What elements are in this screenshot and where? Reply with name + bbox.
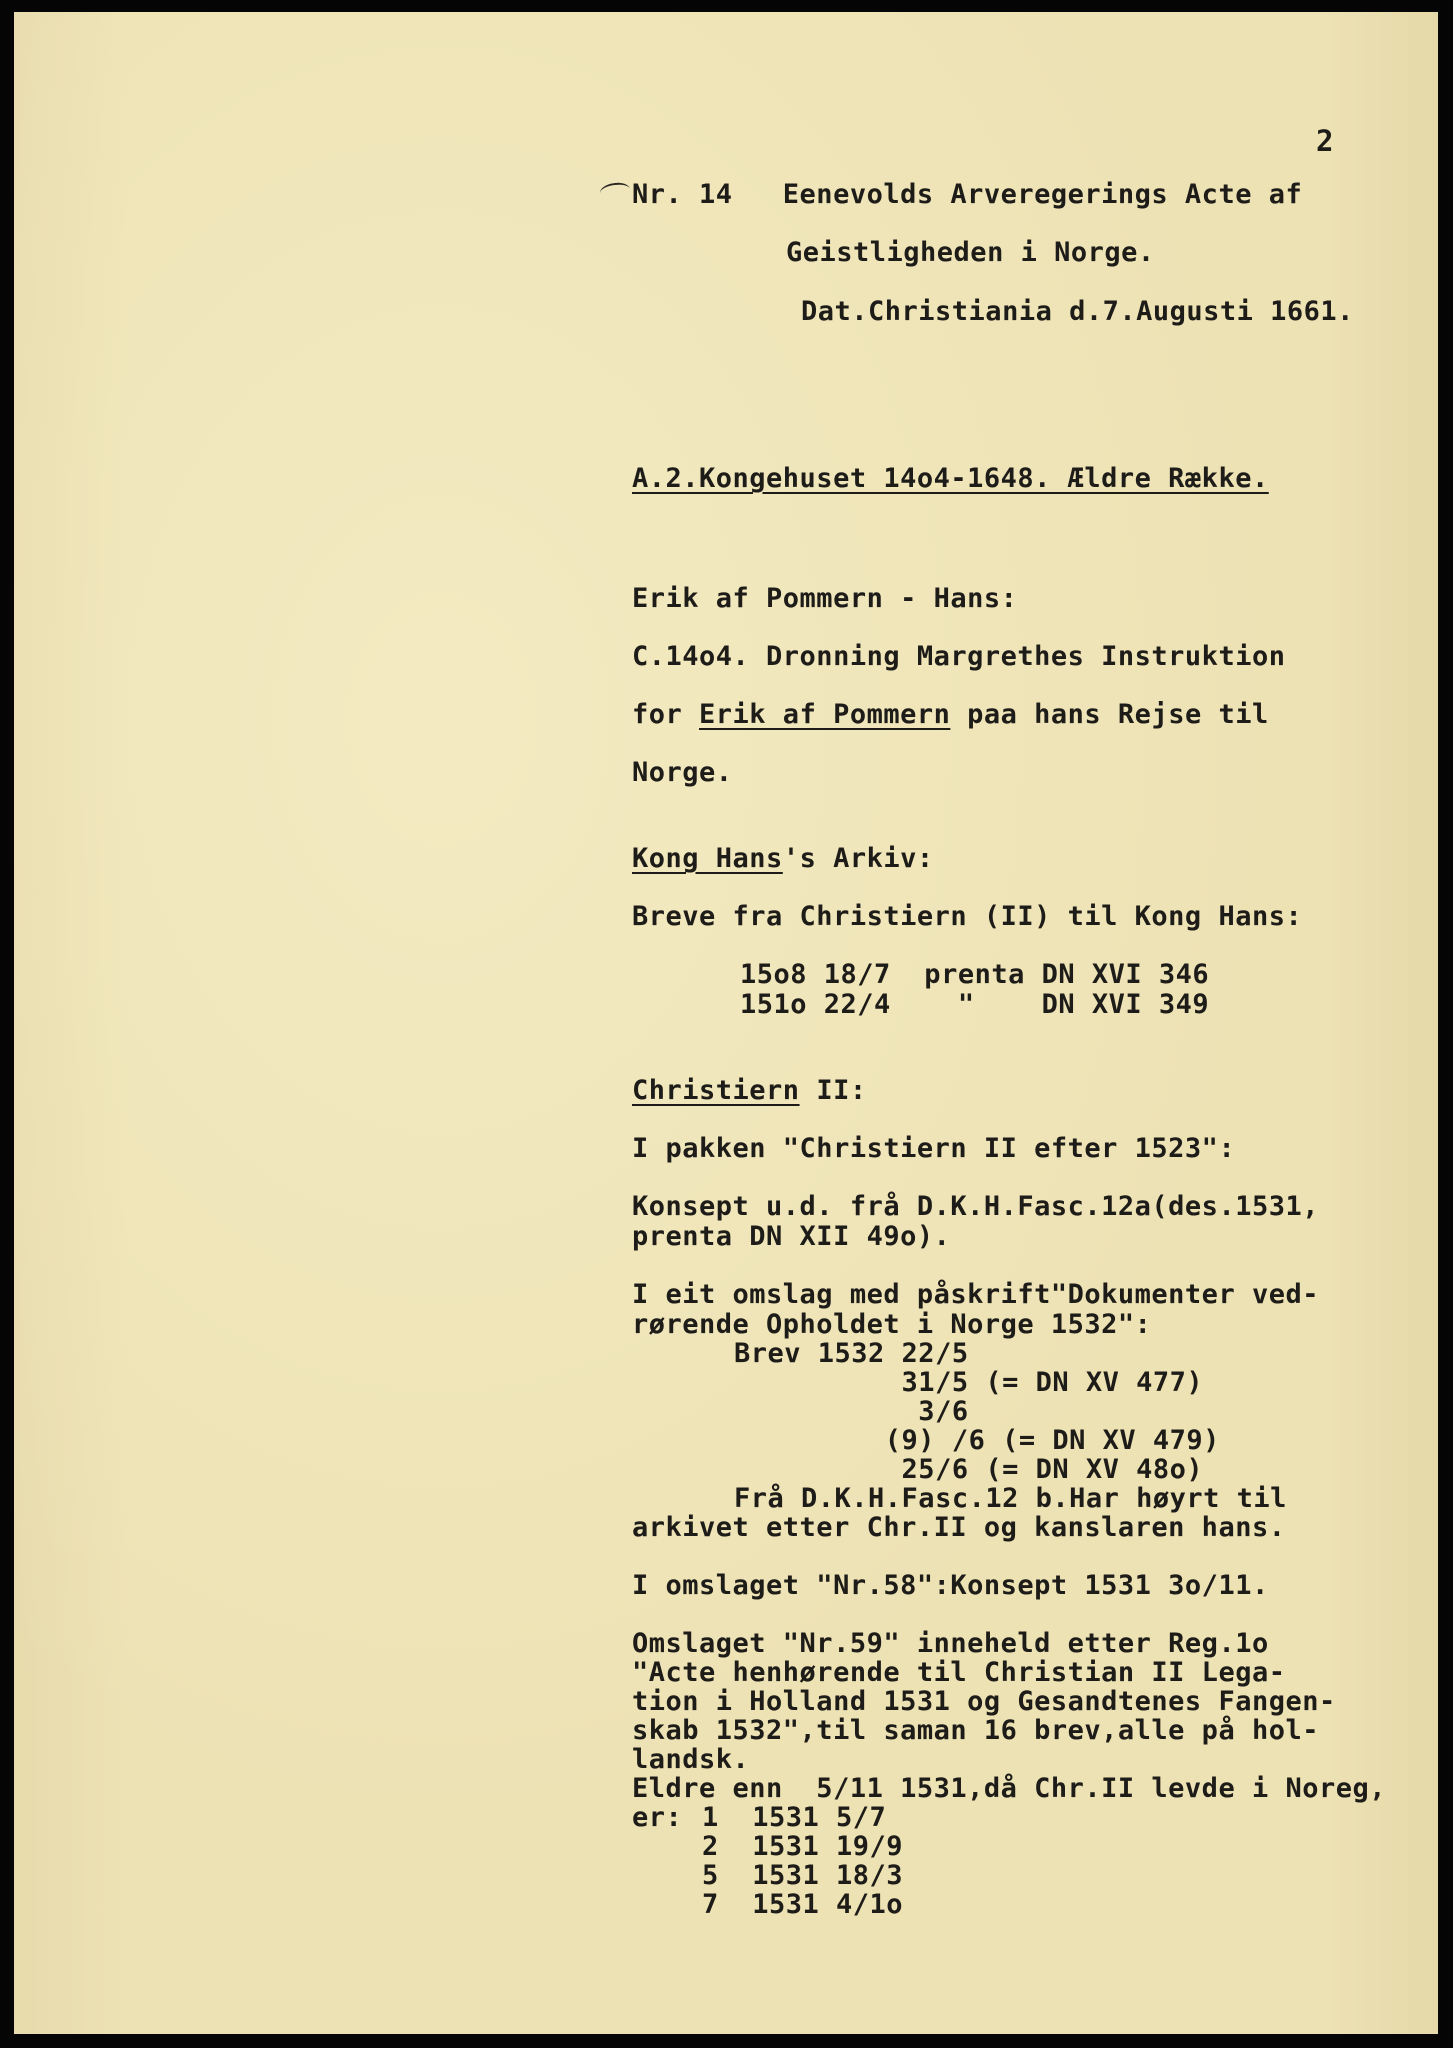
omslaget-58-line: I omslaget "Nr.58":Konsept 1531 3o/11. bbox=[632, 1570, 1269, 1601]
hans-heading bbox=[632, 844, 934, 874]
hans-heading-underlined: Kong Hans bbox=[632, 843, 783, 874]
header-line-1: Nr. 14 Eenevolds Arveregerings Acte af bbox=[632, 179, 1303, 210]
hans-heading-post: 's Arkiv: bbox=[782, 843, 934, 874]
fra-line-2: arkivet etter Chr.II og kanslaren hans. bbox=[632, 1512, 1286, 1543]
christiern-heading-underlined: Christiern bbox=[632, 1075, 800, 1106]
erik-line-2-post: paa hans Rejse til bbox=[950, 699, 1269, 730]
hans-entry-2: 151o 22/4 " DN XVI 349 bbox=[740, 989, 1210, 1020]
list-item-3: 5 1531 18/3 bbox=[702, 1860, 904, 1891]
omslaget-59-line-1: Omslaget "Nr.59" inneheld etter Reg.1o bbox=[632, 1628, 1269, 1659]
page-number: 2 bbox=[1316, 124, 1334, 158]
brev-line-3: 3/6 bbox=[734, 1396, 969, 1427]
konsept-line-1: Konsept u.d. frå D.K.H.Fasc.12a(des.1531, bbox=[632, 1191, 1319, 1222]
omslag-line-1: I eit omslag med påskrift"Dokumenter ved- bbox=[632, 1279, 1319, 1310]
omslag-line-2: rørende Opholdet i Norge 1532": bbox=[632, 1309, 1152, 1340]
konsept-line-2: prenta DN XII 49o). bbox=[632, 1221, 951, 1252]
omslaget-59-line-2: "Acte henhørende til Christian II Lega- bbox=[632, 1657, 1286, 1688]
brev-line-5: 25/6 (= DN XV 48o) bbox=[734, 1454, 1204, 1485]
erik-line-2-underlined: Erik af Pommern bbox=[699, 699, 951, 730]
erik-line-2-pre: for bbox=[632, 699, 700, 730]
brev-line-4: (9) /6 (= DN XV 479) bbox=[734, 1425, 1220, 1456]
brev-line-2: 31/5 (= DN XV 477) bbox=[734, 1367, 1204, 1398]
eldre-line-1: Eldre enn 5/11 1531,då Chr.II levde i Noreg, bbox=[632, 1773, 1386, 1804]
pakken-line: I pakken "Christiern II efter 1523": bbox=[632, 1133, 1236, 1164]
header-line-2: Geistligheden i Norge. bbox=[786, 237, 1155, 268]
list-item-2: 2 1531 19/9 bbox=[702, 1831, 904, 1862]
brev-line-1: Brev 1532 22/5 bbox=[734, 1338, 969, 1369]
erik-heading: Erik af Pommern - Hans: bbox=[632, 583, 1018, 614]
fra-line-1: Frå D.K.H.Fasc.12 b.Har høyrt til bbox=[734, 1483, 1287, 1514]
christiern-heading-post: II: bbox=[799, 1075, 867, 1106]
hans-entry-1: 15o8 18/7 prenta DN XVI 346 bbox=[740, 959, 1210, 990]
document-page bbox=[14, 12, 1438, 2034]
bleed-through-stamp bbox=[414, 72, 614, 972]
list-item-4: 7 1531 4/1o bbox=[702, 1889, 904, 1920]
omslaget-59-line-4: skab 1532",til saman 16 brev,alle på hol- bbox=[632, 1715, 1319, 1746]
header-line-3: Dat.Christiania d.7.Augusti 1661. bbox=[801, 296, 1354, 327]
list-item-1: 1 1531 5/7 bbox=[702, 1802, 887, 1833]
eldre-line-2: er: bbox=[632, 1802, 683, 1833]
erik-line-1: C.14o4. Dronning Margrethes Instruktion bbox=[632, 641, 1286, 672]
omslaget-59-line-5: landsk. bbox=[632, 1744, 750, 1775]
section-heading: A.2.Kongehuset 14o4-1648. Ældre Række. bbox=[632, 463, 1269, 494]
christiern-heading bbox=[632, 1076, 867, 1106]
hans-line-1: Breve fra Christiern (II) til Kong Hans: bbox=[632, 901, 1303, 932]
erik-line-3: Norge. bbox=[632, 757, 733, 788]
erik-line-2 bbox=[632, 700, 1269, 730]
omslaget-59-line-3: tion i Holland 1531 og Gesandtenes Fangen- bbox=[632, 1686, 1336, 1717]
